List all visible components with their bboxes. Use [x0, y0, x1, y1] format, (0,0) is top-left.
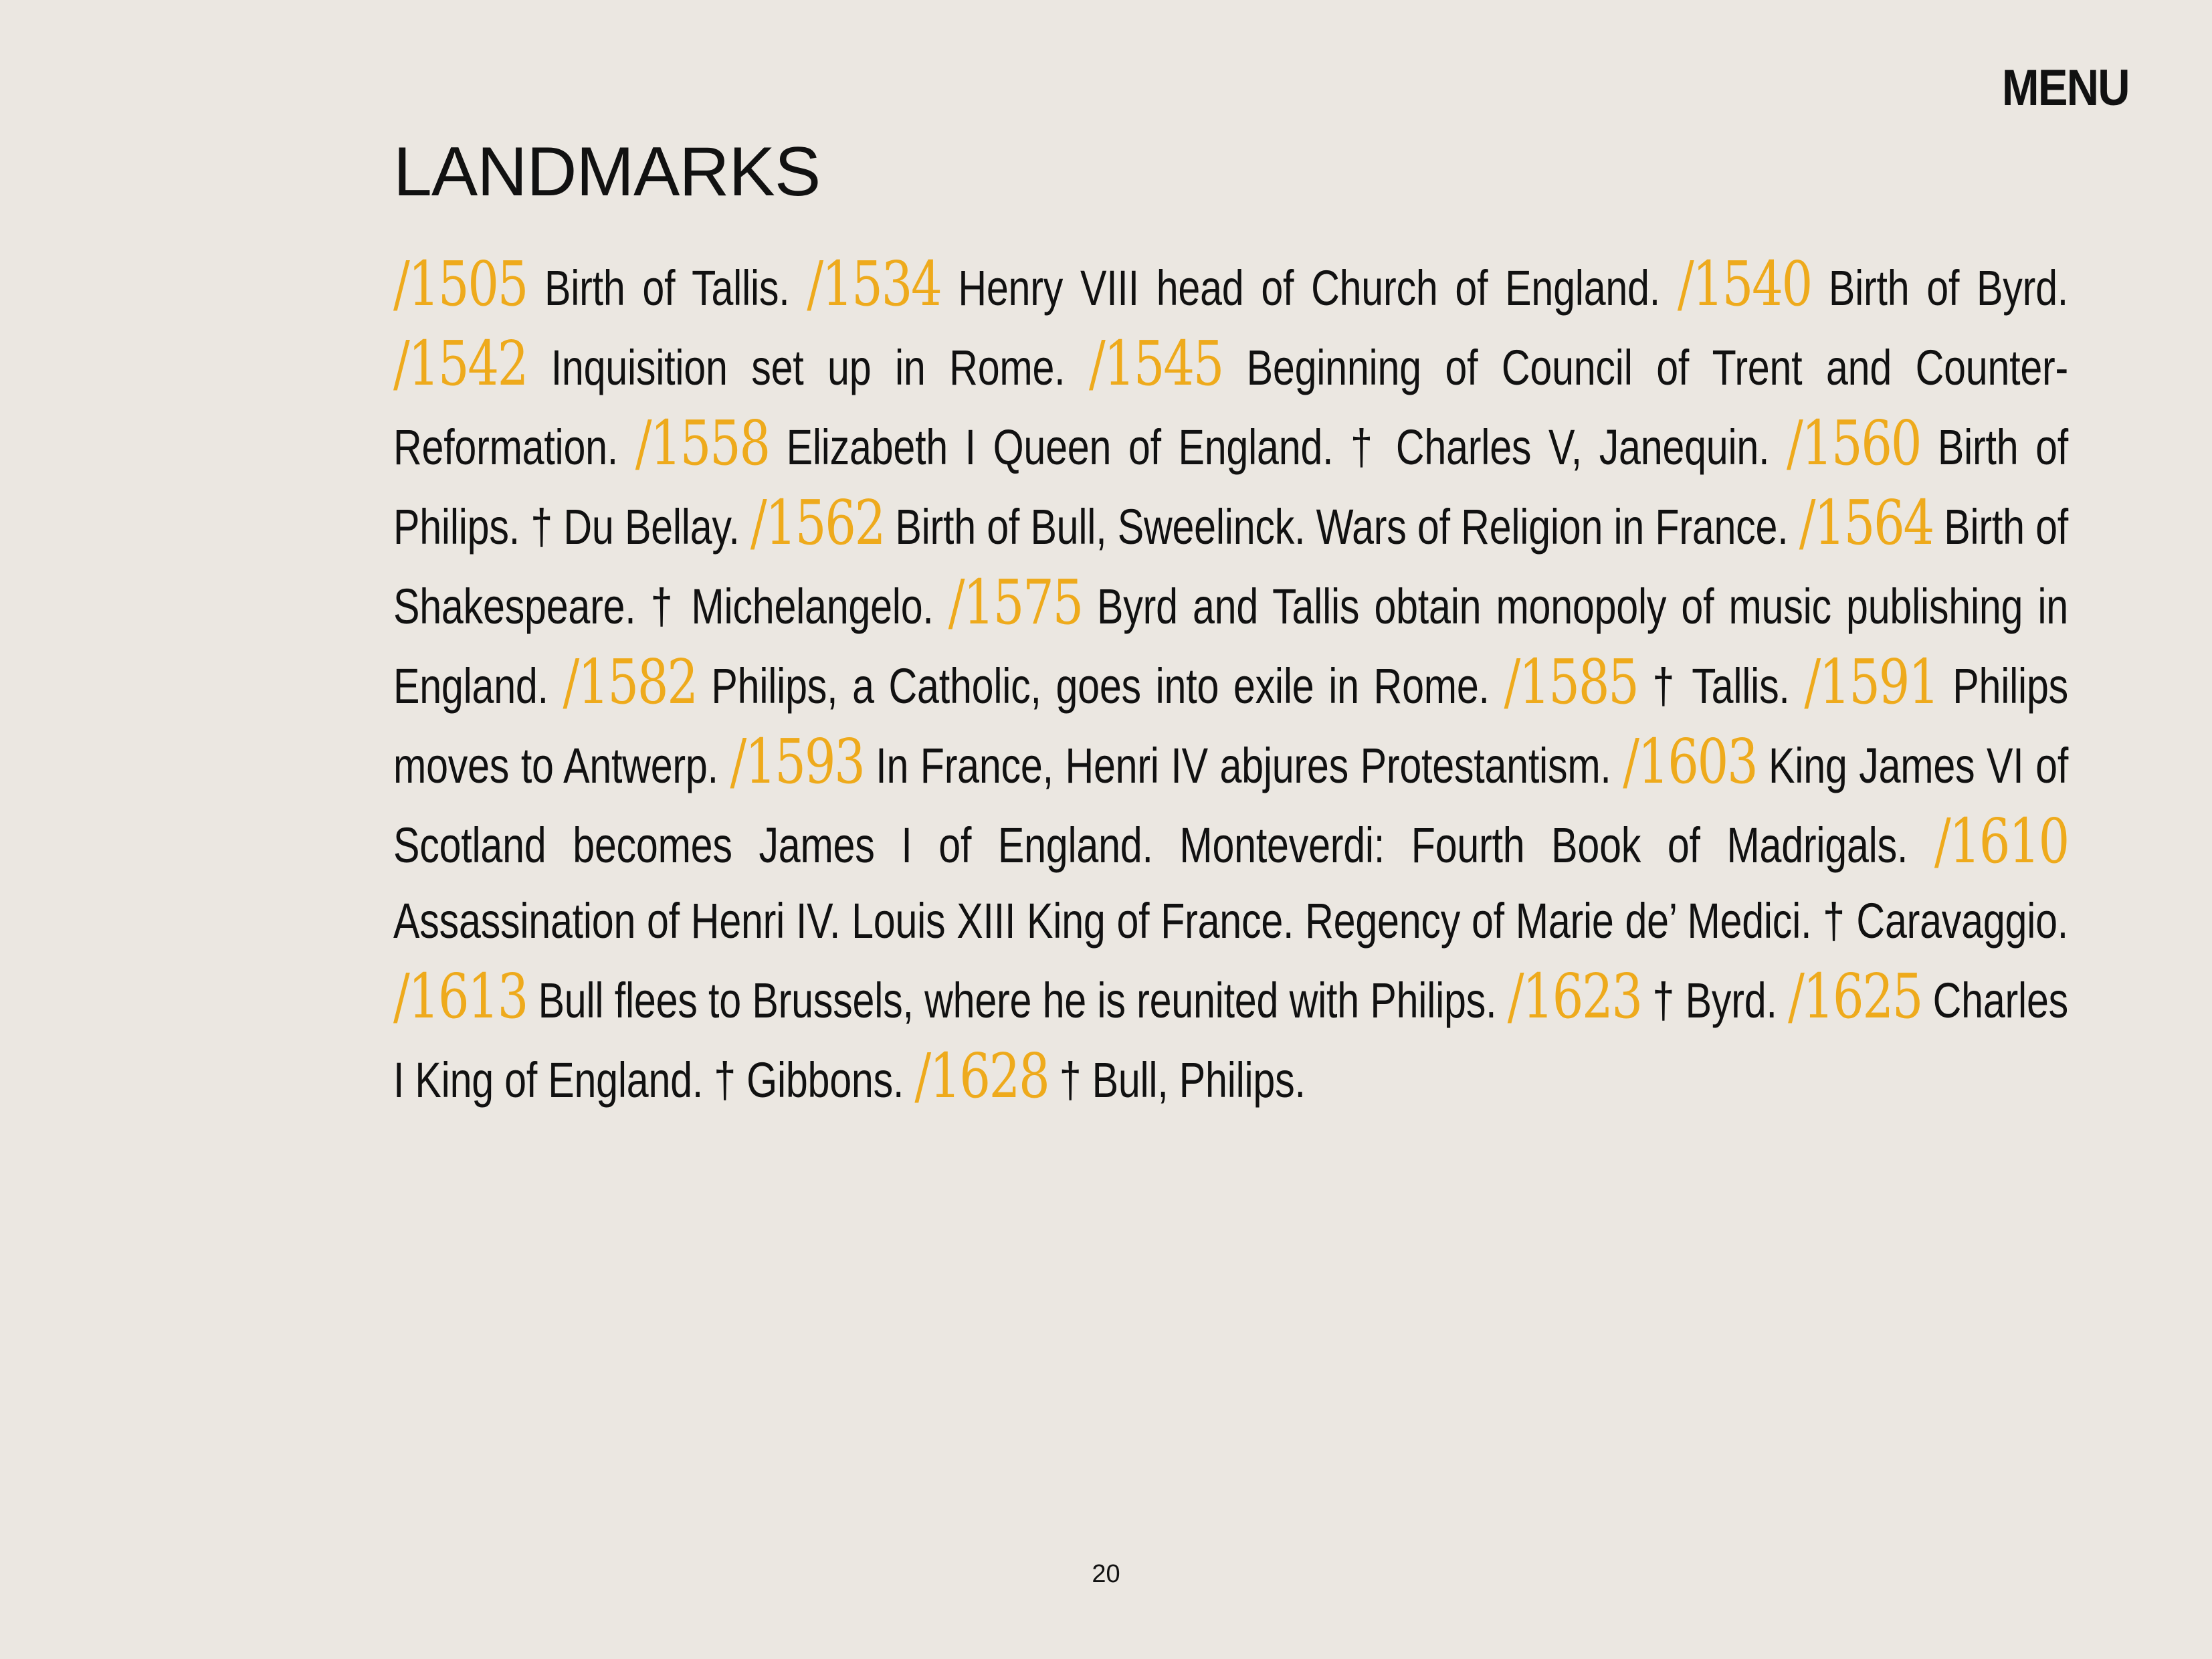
- landmark-event: Assassination of Henri IV. Louis XIII King of France. Regency of Marie de’ Medici. † Caravaggio.: [393, 893, 2068, 949]
- landmark-year: /1564: [1799, 487, 1933, 559]
- landmark-year: /1540: [1677, 248, 1811, 320]
- landmark-year: /1623: [1507, 961, 1641, 1032]
- landmark-event: Beginning of Council of Trent and Counter-Reformation.: [393, 340, 2069, 475]
- landmark-year: /1534: [807, 248, 941, 320]
- landmark-year: /1610: [1934, 805, 2068, 877]
- landmark-event: † Tallis.: [1652, 658, 1790, 714]
- landmark-event: In France, Henri IV abjures Protestantism.: [876, 738, 1611, 793]
- landmark-event: Elizabeth I Queen of England. † Charles V, Janequin.: [786, 419, 1770, 475]
- landmark-event: † Byrd.: [1652, 973, 1777, 1028]
- landmark-year: /1585: [1504, 646, 1638, 718]
- landmark-event: Birth of Tallis.: [544, 260, 790, 316]
- landmark-year: /1613: [393, 961, 528, 1032]
- landmark-event: Philips moves to Antwerp.: [393, 658, 2068, 793]
- landmark-event: King James VI of Scotland becomes James I of England. Monteverdi: Fourth Book of Madrigals.: [393, 738, 2069, 873]
- landmark-event: Birth of Philips. † Du Bellay.: [393, 419, 2068, 555]
- landmark-event: Philips, a Catholic, goes into exile in Rome.: [711, 658, 1490, 714]
- page-title: LANDMARKS: [393, 133, 821, 211]
- landmark-year: /1560: [1787, 407, 1921, 479]
- landmark-year: /1628: [914, 1040, 1049, 1112]
- page-number: 20: [1092, 1560, 1120, 1588]
- menu-button[interactable]: MENU: [2002, 60, 2129, 116]
- landmark-event: Birth of Bull, Sweelinck. Wars of Religion in France.: [895, 499, 1789, 555]
- landmark-event: Charles I King of England. † Gibbons.: [393, 973, 2068, 1108]
- landmark-year: /1558: [635, 407, 769, 479]
- landmark-year: /1591: [1804, 646, 1938, 718]
- landmarks-timeline: [393, 246, 2068, 1118]
- landmark-year: /1575: [948, 567, 1082, 638]
- landmark-event: Bull flees to Brussels, where he is reunited with Philips.: [538, 973, 1497, 1028]
- landmark-year: /1505: [393, 248, 528, 320]
- landmark-year: /1545: [1088, 328, 1223, 399]
- landmark-year: /1625: [1788, 961, 1922, 1032]
- landmark-event: † Bull, Philips.: [1059, 1052, 1306, 1108]
- landmark-year: /1593: [730, 726, 864, 797]
- landmark-event: Henry VIII head of Church of England.: [958, 260, 1660, 316]
- landmark-event: Inquisition set up in Rome.: [550, 340, 1066, 395]
- landmark-event: Byrd and Tallis obtain monopoly of music publishing in England.: [393, 579, 2068, 714]
- landmark-year: /1542: [393, 328, 528, 399]
- landmark-event: Birth of Byrd.: [1828, 260, 2069, 316]
- landmark-year: /1562: [750, 487, 885, 559]
- landmark-event: Birth of Shakespeare. † Michelangelo.: [393, 499, 2068, 634]
- landmark-year: /1582: [563, 646, 697, 718]
- landmark-year: /1603: [1623, 726, 1757, 797]
